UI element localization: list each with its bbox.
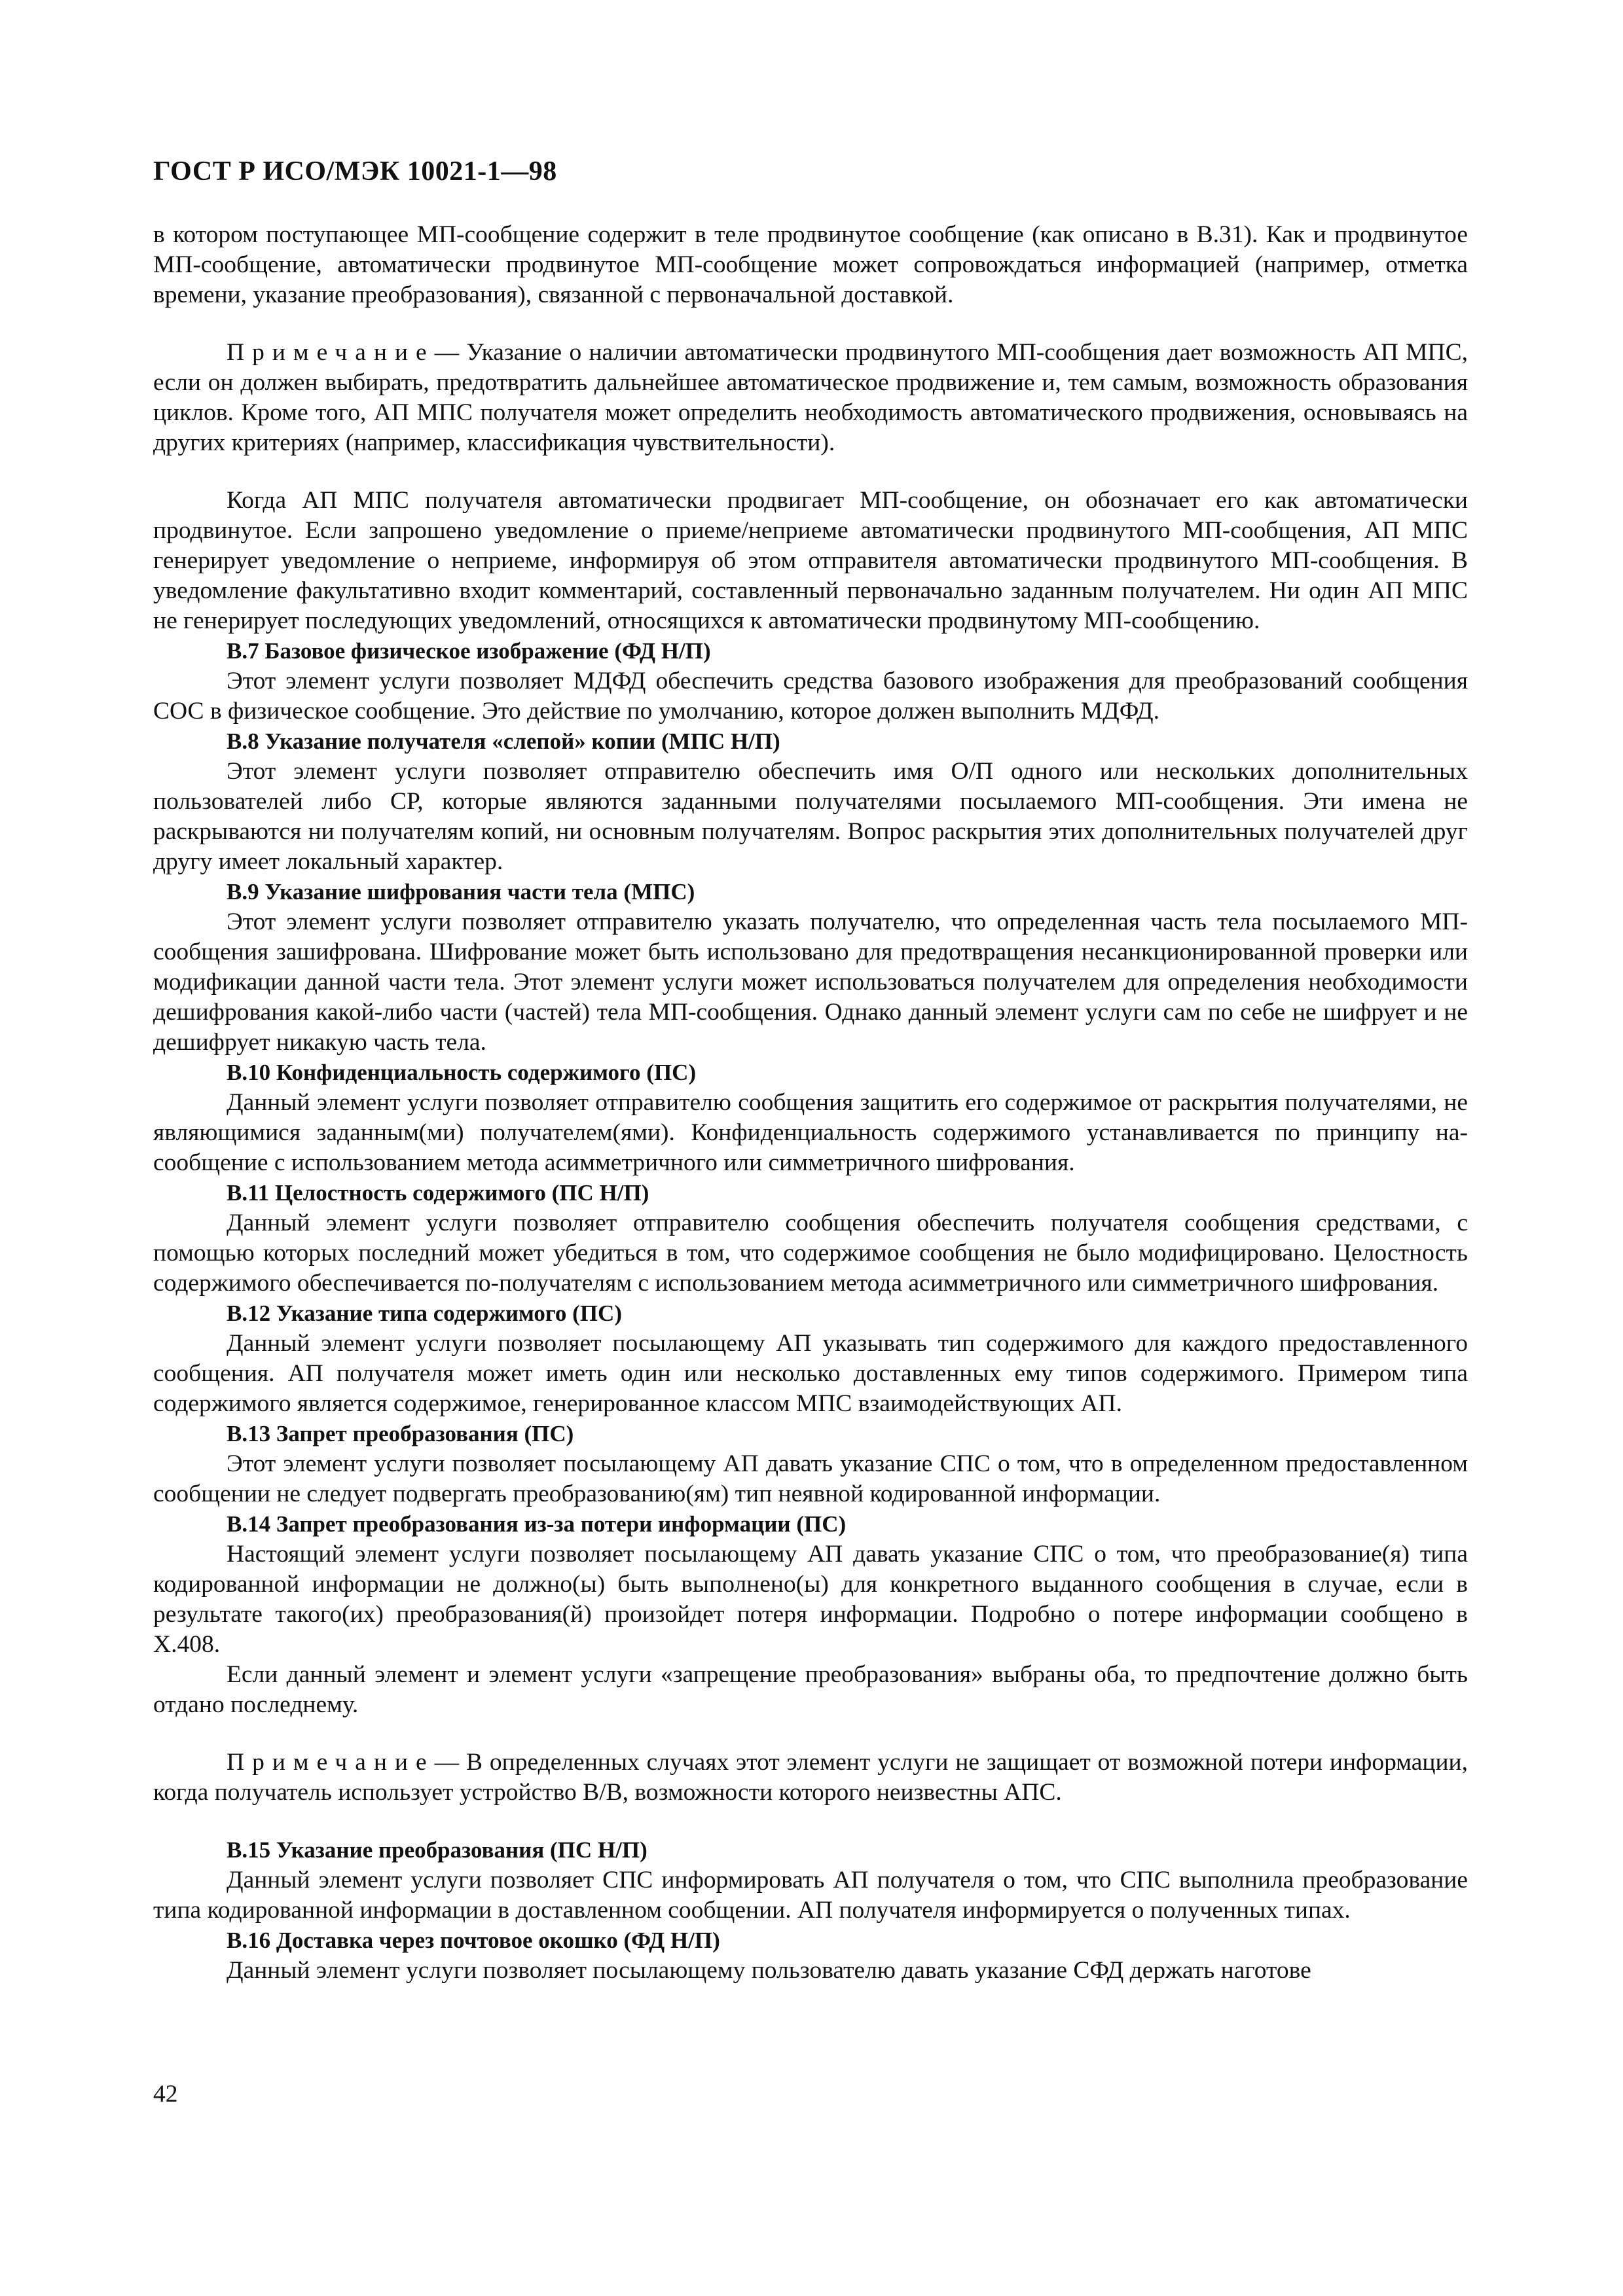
note-1-text: — Указание о наличии автоматически продвинутого МП-сообщения дает возможность АП МПС, если он должен выбирать, предотвратить дальнейшее автоматическое продвижение и, тем самым, возможность образования циклов. Кроме того, АП МПС получателя может определить необходимость автоматического продвижения, основываясь на других критериях (например, классификация чувствительности). xyxy=(153,339,1468,456)
section-heading-b12: В.12 Указание типа содержимого (ПС) xyxy=(227,1300,622,1326)
section-heading-b11: В.11 Целостность содержимого (ПС Н/П) xyxy=(227,1180,649,1206)
section-heading-b7: В.7 Базовое физическое изображение (ФД Н/П) xyxy=(227,638,711,664)
note-2-text: — В определенных случаях этот элемент услуги не защищает от возможной потери информации, когда получатель использует устройство В/В, возможности которого неизвестны АПС. xyxy=(153,1749,1468,1806)
section-heading-b13: В.13 Запрет преобразования (ПС) xyxy=(227,1421,574,1446)
document-body xyxy=(153,220,1468,1986)
section-paragraph-b12: Данный элемент услуги позволяет посылающему АП указывать тип содержимого для каждого предоставленного сообщения. АП получателя может иметь один или несколько доставленных ему типов содержимого. Примером типа содержимого является содержимое, генерированное классом МПС взаимодействующих АП. xyxy=(153,1330,1468,1417)
section-paragraph-b8: Этот элемент услуги позволяет отправителю обеспечить имя О/П одного или нескольких дополнительных пользователей либо СР, которые являются заданными получателями посылаемого МП-сообщения. Эти имена не раскрываются ни получателям копий, ни основным получателям. Вопрос раскрытия этих дополнительных получателей друг другу имеет локальный характер. xyxy=(153,758,1468,875)
section-heading-b14: В.14 Запрет преобразования из-за потери информации (ПС) xyxy=(227,1511,847,1537)
section-paragraph-b16: Данный элемент услуги позволяет посылающему пользователю давать указание СФД держать наготове xyxy=(227,1957,1311,1984)
note-2-label: Примечание xyxy=(227,1749,435,1776)
section-paragraph-b11: Данный элемент услуги позволяет отправителю сообщения обеспечить получателя сообщения средствами, с помощью которых последний может убедиться в том, что содержимое сообщения не было модифицировано. Целостность содержимого обеспечивается по-получателям с использованием метода асимметричного или симметричного шифрования. xyxy=(153,1210,1468,1297)
document-header: ГОСТ Р ИСО/МЭК 10021-1—98 xyxy=(153,156,557,187)
section-paragraph-b9: Этот элемент услуги позволяет отправителю указать получателю, что определенная часть тела посылаемого МП-сообщения зашифрована. Шифрование может быть использовано для предотвращения несанкционированной проверки или модификации данной части тела. Этот элемент услуги может использоваться получателем для определения необходимости дешифрования какой-либо части (частей) тела МП-сообщения. Однако данный элемент услуги сам по себе не шифрует и не дешифрует никакую часть тела. xyxy=(153,908,1468,1056)
section-heading-b9: В.9 Указание шифрования части тела (МПС) xyxy=(227,879,695,905)
note-1 xyxy=(153,338,1468,458)
intro-paragraph: в котором поступающее МП-сообщение содержит в теле продвинутое сообщение (как описано в В.31). Как и продвинутое МП-сообщение, автоматически продвинутое МП-сообщение может сопровождаться информацией (например, отметка времени, указание преобразования), связанной с первоначальной доставкой. xyxy=(153,221,1468,308)
paragraph-auto-forward: Когда АП МПС получателя автоматически продвигает МП-сообщение, он обозначает его как автоматически продвинутое. Если запрошено уведомление о приеме/неприеме автоматически продвинутого МП-сообщения, АП МПС генерирует уведомление о неприеме, информируя об этом отправителя автоматически продвинутого МП-сообщения. В уведомление факультативно входит комментарий, составленный первоначально заданным получателем. Ни один АП МПС не генерирует последующих уведомлений, относящихся к автоматически продвинутому МП-сообщению. xyxy=(153,487,1468,634)
section-paragraph-b14-1: Настоящий элемент услуги позволяет посылающему АП давать указание СПС о том, что преобразование(я) типа кодированной информации не должно(ы) быть выполнено(ы) для конкретного выданного сообщения в случае, если в результате такого(их) преобразования(й) произойдет потеря информации. Подробно о потере информации сообщено в Х.408. xyxy=(153,1541,1468,1658)
section-paragraph-b14-2: Если данный элемент и элемент услуги «запрещение преобразования» выбраны оба, то предпочтение должно быть отдано последнему. xyxy=(153,1661,1468,1718)
section-paragraph-b7: Этот элемент услуги позволяет МДФД обеспечить средства базового изображения для преобразований сообщения СОС в физическое сообщение. Это действие по умолчанию, которое должен выполнить МДФД. xyxy=(153,668,1468,725)
section-heading-b15: В.15 Указание преобразования (ПС Н/П) xyxy=(227,1837,647,1863)
section-heading-b8: В.8 Указание получателя «слепой» копии (МПС Н/П) xyxy=(227,728,780,754)
note-1-label: Примечание xyxy=(227,339,435,366)
note-2 xyxy=(153,1748,1468,1808)
section-paragraph-b15: Данный элемент услуги позволяет СПС информировать АП получателя о том, что СПС выполнила преобразование типа кодированной информации в доставленном сообщении. АП получателя информируется о полученных типах. xyxy=(153,1867,1468,1924)
section-paragraph-b10: Данный элемент услуги позволяет отправителю сообщения защитить его содержимое от раскрытия получателями, не являющимися заданным(ми) получателем(ями). Конфиденциальность содержимого устанавливается по принципу на-сообщение с использованием метода асимметричного или симметричного шифрования. xyxy=(153,1089,1468,1176)
section-heading-b10: В.10 Конфиденциальность содержимого (ПС) xyxy=(227,1060,697,1085)
section-heading-b16: В.16 Доставка через почтовое окошко (ФД Н/П) xyxy=(227,1928,720,1953)
section-paragraph-b13: Этот элемент услуги позволяет посылающему АП давать указание СПС о том, что в определенном предоставленном сообщении не следует подвергать преобразованию(ям) тип неявной кодированной информации. xyxy=(153,1450,1468,1507)
page-number: 42 xyxy=(153,2081,178,2108)
